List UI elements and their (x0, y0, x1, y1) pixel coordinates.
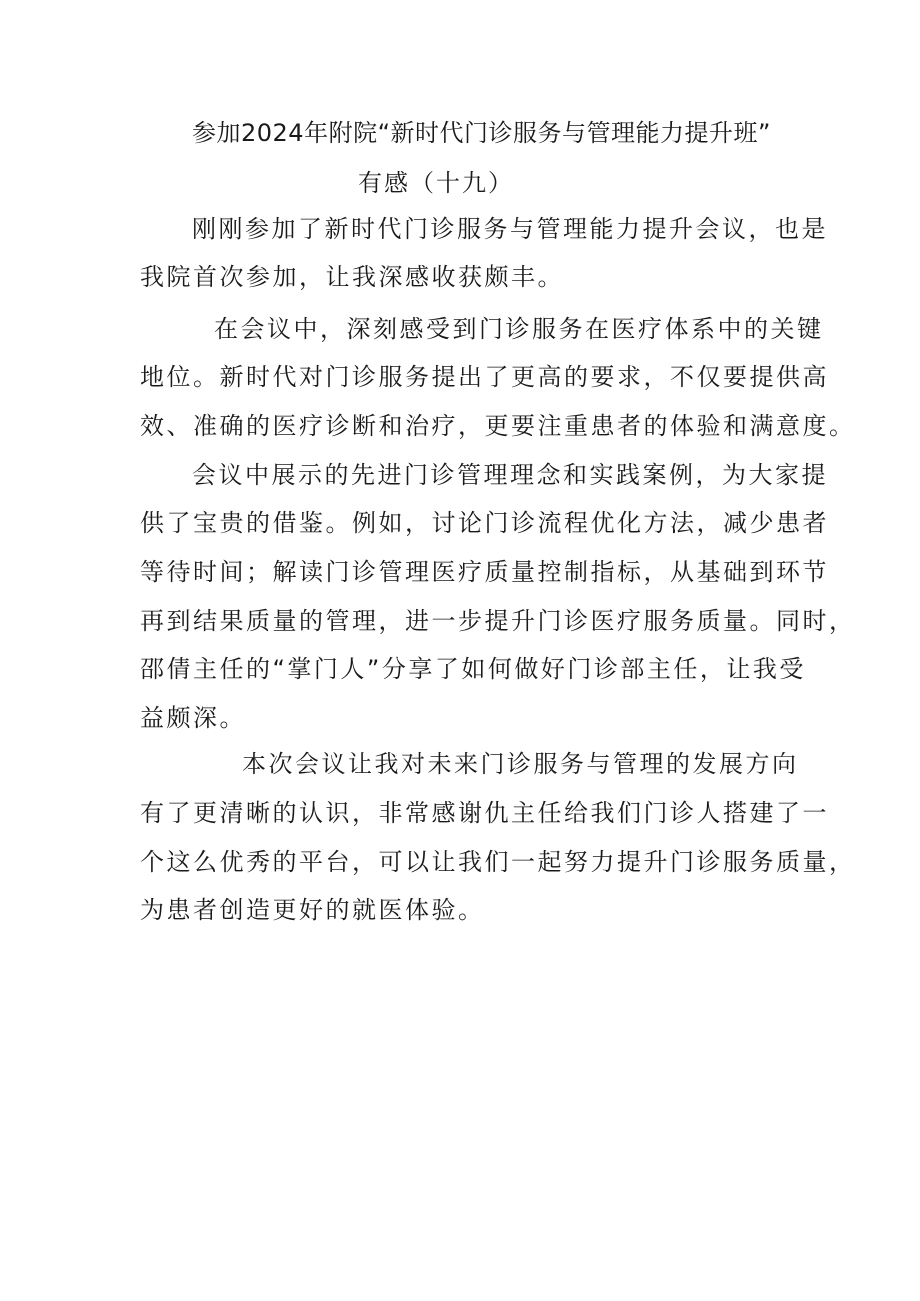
paragraph-line: 会议中展示的先进门诊管理理念和实践案例，为大家提 (192, 461, 828, 489)
paragraph-line: 等待时间；解读门诊管理医疗质量控制指标，从基础到环节 (140, 558, 829, 586)
paragraph-line: 供了宝贵的借鉴。例如，讨论门诊流程优化方法，减少患者 (140, 509, 829, 537)
document-subtitle: 有感（十九） (358, 169, 514, 197)
document-title: 参加2024年附院“新时代门诊服务与管理能力提升班” (192, 119, 771, 147)
paragraph-line: 有了更清晰的认识，非常感谢仇主任给我们门诊人搭建了一 (140, 799, 829, 827)
paragraph-line: 益颇深。 (140, 704, 246, 732)
paragraph-line: 地位。新时代对门诊服务提出了更高的要求，不仅要提供高 (140, 363, 829, 391)
paragraph-line: 个这么优秀的平台，可以让我们一起努力提升门诊服务质量， (140, 848, 856, 876)
paragraph-line: 在会议中，深刻感受到门诊服务在医疗体系中的关键 (214, 315, 824, 343)
paragraph-line: 刚刚参加了新时代门诊服务与管理能力提升会议，也是 (192, 215, 828, 243)
paragraph-line: 我院首次参加，让我深感收获颇丰。 (140, 263, 564, 291)
paragraph-line: 邵倩主任的“掌门人”分享了如何做好门诊部主任，让我受 (140, 655, 806, 683)
paragraph-line: 再到结果质量的管理，进一步提升门诊医疗服务质量。同时， (140, 607, 856, 635)
paragraph-line: 效、准确的医疗诊断和治疗，更要注重患者的体验和满意度。 (140, 412, 856, 440)
paragraph-line: 本次会议让我对未来门诊服务与管理的发展方向 (242, 750, 799, 778)
paragraph-line: 为患者创造更好的就医体验。 (140, 896, 485, 924)
